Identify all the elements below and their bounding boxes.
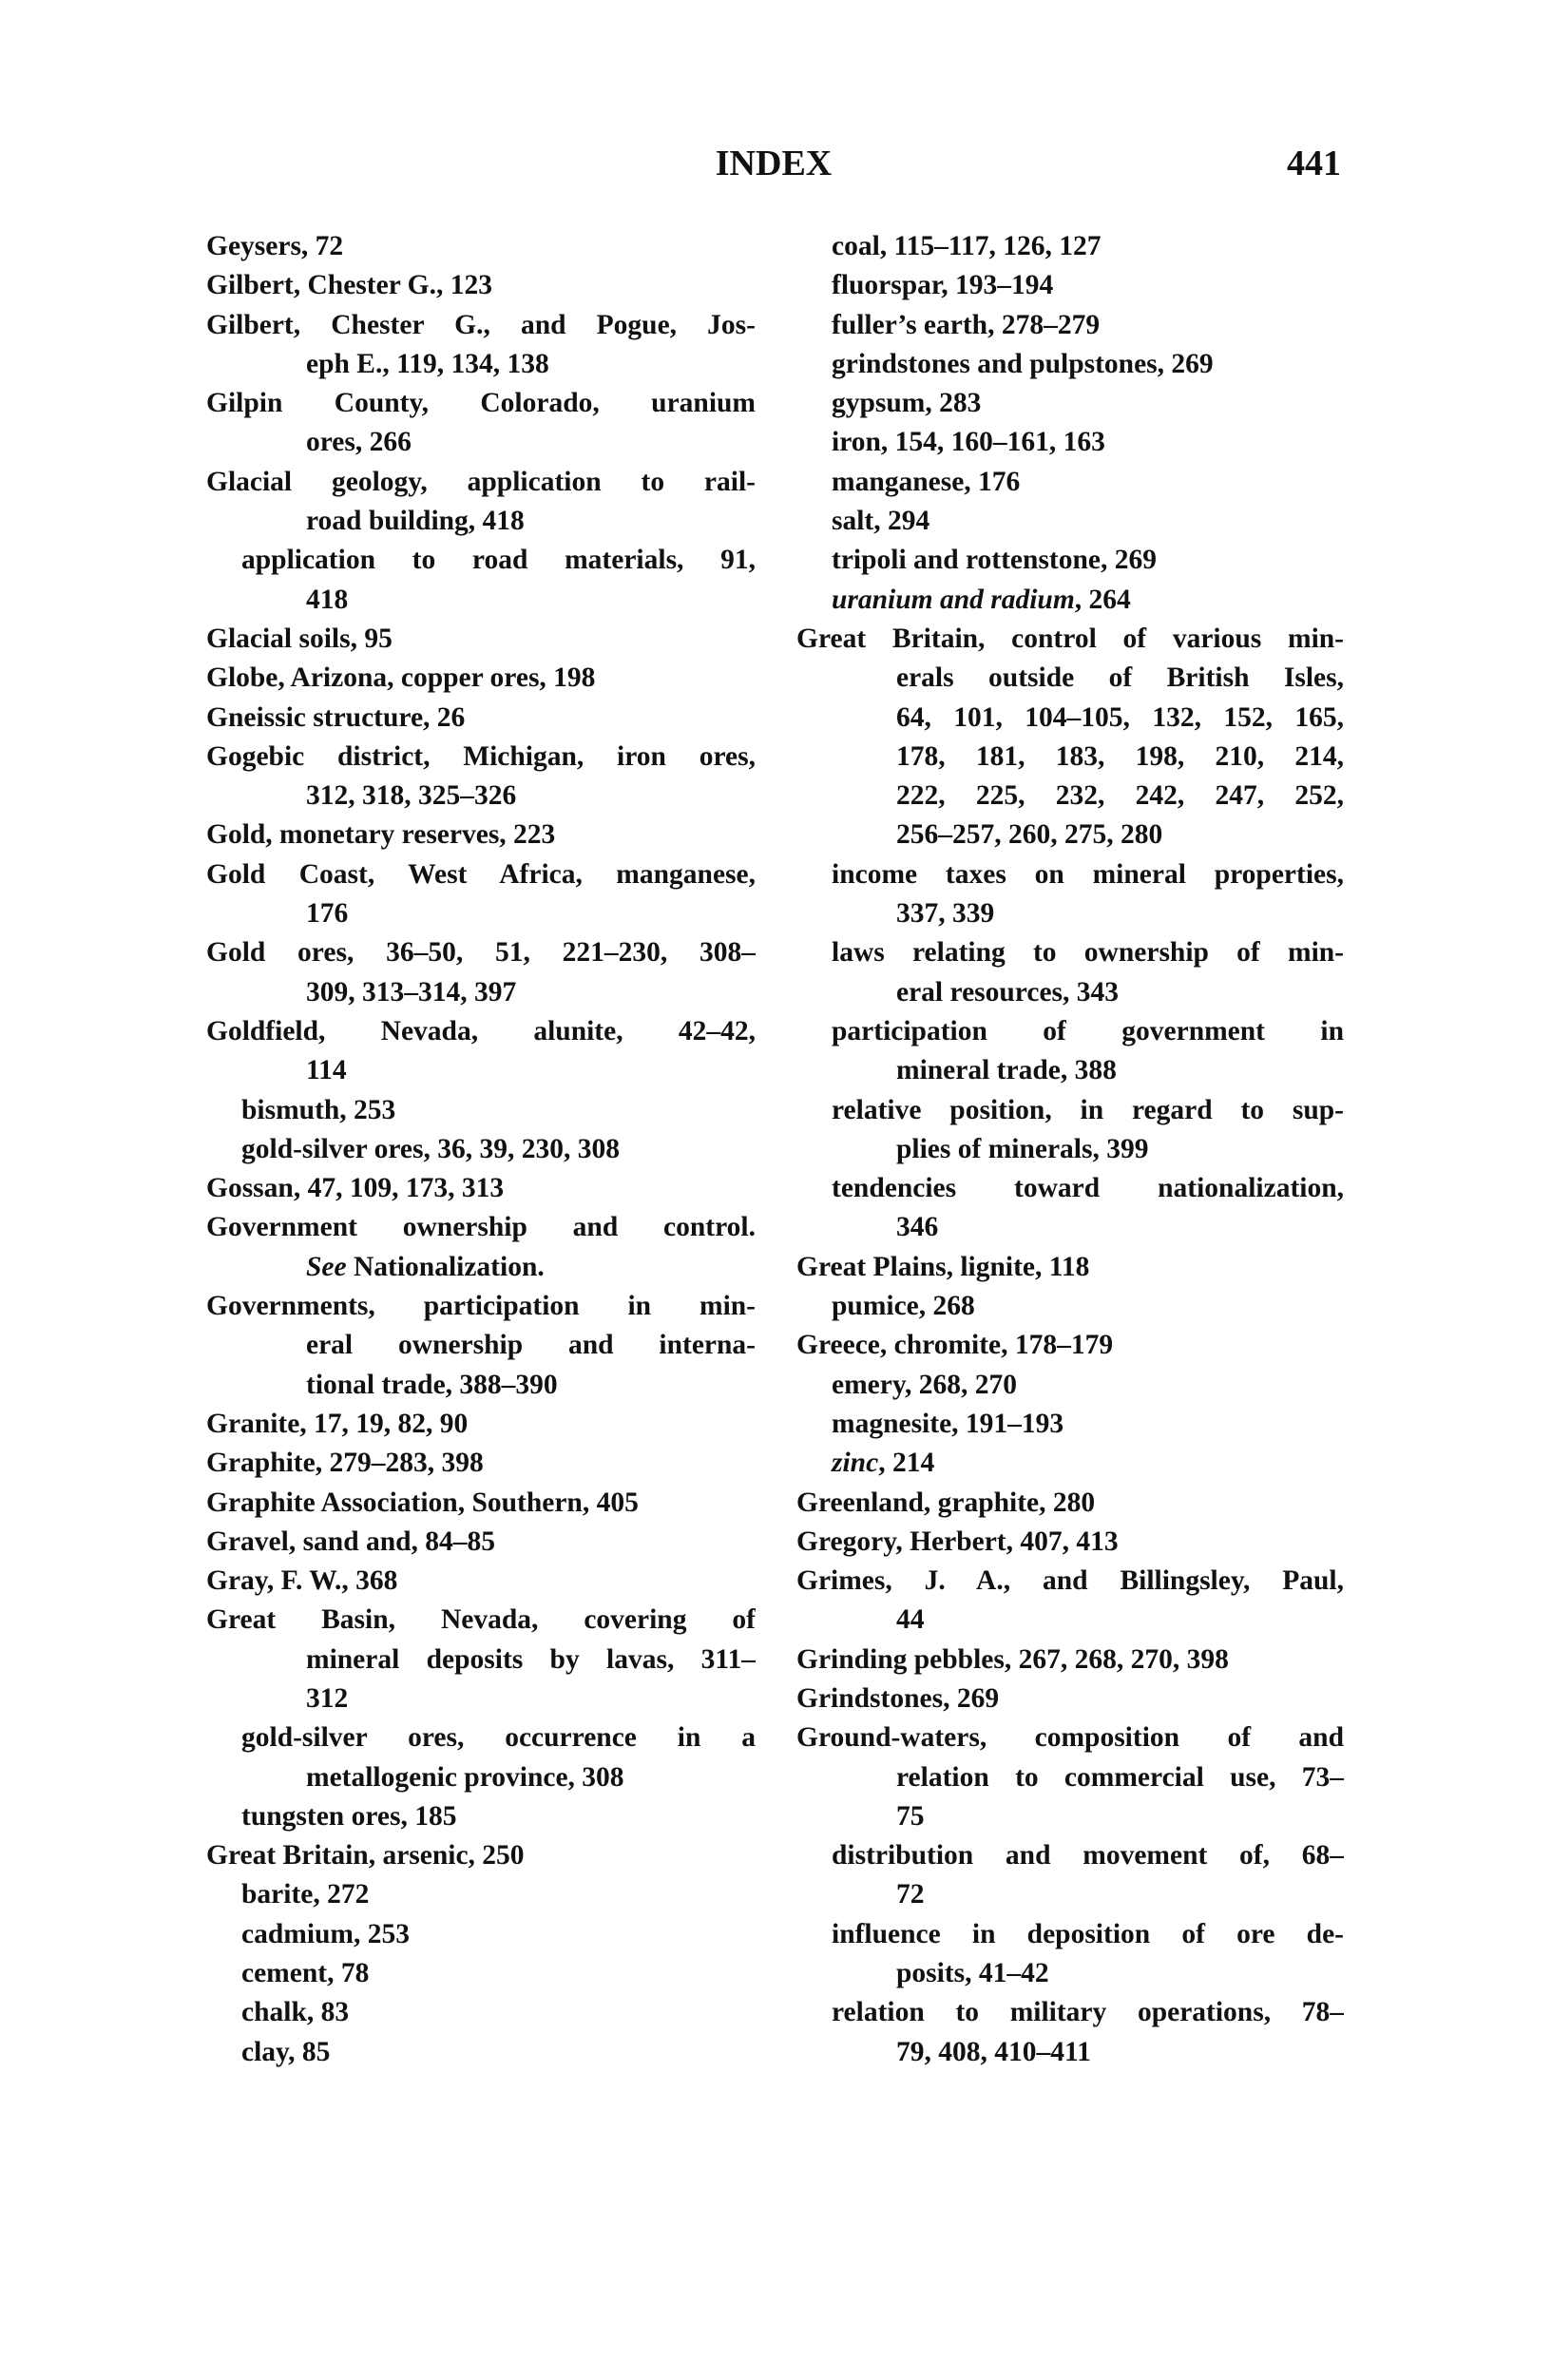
index-line bbox=[796, 973, 1344, 1012]
entry-text: Great Britain, control of various min- bbox=[796, 623, 1344, 654]
entry-text: 346 bbox=[896, 1212, 939, 1243]
entry-text: Gold ores, 36–50, 51, 221–230, 308– bbox=[206, 937, 756, 969]
index-entry bbox=[206, 1444, 756, 1483]
index-line bbox=[206, 423, 756, 462]
entry-text: income taxes on mineral properties, bbox=[832, 858, 1344, 890]
index-line bbox=[206, 345, 756, 384]
entry-text: 64, 101, 104–105, 132, 152, 165, bbox=[896, 701, 1344, 733]
index-line bbox=[796, 1836, 1344, 1875]
index-line bbox=[206, 1366, 756, 1405]
index-line bbox=[206, 1130, 756, 1169]
entry-text: Grinding pebbles, 267, 268, 270, 398 bbox=[796, 1643, 1229, 1675]
index-line bbox=[796, 1641, 1344, 1679]
entry-text: eral resources, 343 bbox=[896, 976, 1120, 1008]
page-title: INDEX bbox=[715, 144, 833, 183]
index-line bbox=[206, 1326, 756, 1365]
index-line bbox=[206, 1248, 756, 1287]
index-entry bbox=[206, 1012, 756, 1091]
index-line bbox=[206, 816, 756, 854]
entry-text: Nationalization. bbox=[346, 1251, 545, 1282]
index-line bbox=[796, 777, 1344, 816]
index-line bbox=[796, 1248, 1344, 1287]
index-line bbox=[796, 1051, 1344, 1090]
entry-text: Great Plains, lignite, 118 bbox=[796, 1251, 1090, 1282]
entry-text: coal, 115–117, 126, 127 bbox=[832, 231, 1102, 261]
index-line bbox=[206, 1954, 756, 1993]
index-line bbox=[796, 1797, 1344, 1836]
index-entry bbox=[206, 306, 756, 385]
index-entry bbox=[206, 855, 756, 934]
entry-text: Gilbert, Chester G., 123 bbox=[206, 270, 492, 301]
index-subentry bbox=[796, 1444, 1344, 1483]
entry-text: Globe, Arizona, copper ores, 198 bbox=[206, 662, 596, 694]
entry-text: Granite, 17, 19, 82, 90 bbox=[206, 1408, 469, 1439]
entry-text: Greenland, graphite, 280 bbox=[796, 1487, 1096, 1518]
index-line bbox=[796, 699, 1344, 738]
index-line bbox=[796, 384, 1344, 423]
index-subentry bbox=[796, 345, 1344, 384]
index-subentry bbox=[796, 1836, 1344, 1915]
entry-text: 44 bbox=[896, 1604, 925, 1636]
index-subentry bbox=[796, 227, 1344, 266]
index-entry bbox=[796, 1641, 1344, 1679]
index-entry bbox=[796, 1484, 1344, 1523]
index-entry bbox=[206, 1405, 756, 1444]
index-line bbox=[206, 620, 756, 659]
entry-text: ores, 266 bbox=[306, 427, 412, 458]
index-subentry bbox=[796, 384, 1344, 423]
index-line bbox=[796, 1012, 1344, 1051]
index-line bbox=[206, 266, 756, 305]
entry-text: Graphite, 279–283, 398 bbox=[206, 1448, 484, 1479]
index-line bbox=[796, 1915, 1344, 1954]
entry-text: metallogenic province, 308 bbox=[306, 1761, 624, 1793]
index-line bbox=[796, 816, 1344, 854]
entry-text: tripoli and rottenstone, 269 bbox=[832, 545, 1157, 576]
index-line bbox=[796, 1523, 1344, 1562]
index-entry bbox=[206, 463, 756, 542]
entry-text: Gold, monetary reserves, 223 bbox=[206, 819, 556, 851]
entry-text: Gossan, 47, 109, 173, 313 bbox=[206, 1173, 505, 1204]
index-subentry bbox=[206, 541, 756, 620]
index-entry bbox=[206, 1601, 756, 1718]
index-line bbox=[796, 620, 1344, 659]
index-line bbox=[206, 1091, 756, 1130]
entry-text: Graphite Association, Southern, 405 bbox=[206, 1487, 639, 1518]
entry-text: distribution and movement of, 68– bbox=[832, 1840, 1344, 1871]
index-line bbox=[796, 423, 1344, 462]
index-line bbox=[206, 581, 756, 620]
index-line bbox=[206, 1562, 756, 1601]
entry-text: Greece, chromite, 178–179 bbox=[796, 1330, 1114, 1361]
index-line bbox=[796, 1758, 1344, 1797]
entry-text: mineral trade, 388 bbox=[896, 1055, 1117, 1086]
index-line bbox=[206, 227, 756, 266]
index-subentry bbox=[206, 1091, 756, 1130]
index-entry bbox=[796, 1523, 1344, 1562]
index-entry bbox=[206, 1208, 756, 1287]
index-entry bbox=[206, 266, 756, 305]
index-subentry bbox=[796, 581, 1344, 620]
index-entry bbox=[206, 1836, 756, 1875]
entry-text: 337, 339 bbox=[896, 898, 995, 930]
index-line bbox=[796, 1091, 1344, 1130]
entry-text: fuller’s earth, 278–279 bbox=[832, 309, 1101, 340]
index-line bbox=[796, 1562, 1344, 1601]
entry-text: Gneissic structure, 26 bbox=[206, 701, 466, 733]
index-line bbox=[796, 1366, 1344, 1405]
entry-text: , 264 bbox=[1074, 584, 1131, 615]
index-subentry bbox=[206, 1875, 756, 1914]
entry-text: influence in deposition of ore de- bbox=[832, 1918, 1344, 1949]
index-line bbox=[206, 1287, 756, 1326]
entry-text: , 214 bbox=[878, 1448, 935, 1479]
index-line bbox=[796, 1208, 1344, 1247]
index-line bbox=[206, 1484, 756, 1523]
entry-text: tional trade, 388–390 bbox=[306, 1369, 558, 1400]
index-entry bbox=[796, 1718, 1344, 1836]
index-line bbox=[206, 1641, 756, 1679]
index-line bbox=[206, 1915, 756, 1954]
index-entry bbox=[206, 1562, 756, 1601]
index-subentry bbox=[206, 1718, 756, 1797]
entry-text: plies of minerals, 399 bbox=[896, 1133, 1149, 1164]
index-line bbox=[206, 1523, 756, 1562]
index-line bbox=[206, 1797, 756, 1836]
entry-text: tungsten ores, 185 bbox=[241, 1800, 457, 1832]
index-line bbox=[796, 1287, 1344, 1326]
index-line bbox=[796, 894, 1344, 933]
entry-text: gold-silver ores, occurrence in a bbox=[241, 1722, 756, 1754]
index-subentry bbox=[796, 423, 1344, 462]
entry-text: Glacial geology, application to rail- bbox=[206, 466, 756, 497]
index-subentry bbox=[796, 1287, 1344, 1326]
entry-text: fluorspar, 193–194 bbox=[832, 270, 1054, 301]
index-entry bbox=[796, 1562, 1344, 1641]
index-subentry bbox=[206, 1915, 756, 1954]
index-line bbox=[206, 738, 756, 777]
entry-text: 114 bbox=[306, 1055, 347, 1086]
index-entry bbox=[206, 1169, 756, 1208]
index-line bbox=[796, 541, 1344, 580]
entry-text: 222, 225, 232, 242, 247, 252, bbox=[896, 780, 1344, 812]
entry-text: erals outside of British Isles, bbox=[896, 662, 1344, 694]
entry-text: 72 bbox=[896, 1879, 925, 1910]
entry-text: relation to military operations, 78– bbox=[832, 1997, 1344, 2028]
entry-text: 309, 313–314, 397 bbox=[306, 976, 517, 1008]
entry-text: mineral deposits by lavas, 311– bbox=[306, 1643, 756, 1675]
index-line bbox=[206, 1051, 756, 1090]
index-subentry bbox=[796, 1091, 1344, 1170]
index-line bbox=[796, 659, 1344, 698]
entry-text: Goldfield, Nevada, alunite, 42–42, bbox=[206, 1015, 756, 1046]
entry-text: chalk, 83 bbox=[241, 1997, 350, 2028]
entry-text: gypsum, 283 bbox=[832, 388, 982, 419]
index-line bbox=[206, 1208, 756, 1247]
entry-text: Gilpin County, Colorado, uranium bbox=[206, 388, 756, 419]
index-line bbox=[206, 1601, 756, 1640]
index-line bbox=[206, 894, 756, 933]
index-entry bbox=[206, 659, 756, 698]
index-line bbox=[796, 1169, 1344, 1208]
index-line bbox=[796, 1484, 1344, 1523]
entry-text: tendencies toward nationalization, bbox=[832, 1173, 1344, 1204]
entry-text: Government ownership and control. bbox=[206, 1212, 756, 1243]
index-subentry bbox=[206, 2033, 756, 2072]
index-entry bbox=[796, 1326, 1344, 1365]
index-line bbox=[206, 1758, 756, 1797]
index-subentry bbox=[796, 463, 1344, 502]
entry-text: 75 bbox=[896, 1800, 925, 1832]
entry-text: clay, 85 bbox=[241, 2036, 331, 2067]
index-subentry bbox=[796, 1366, 1344, 1405]
page-number: 441 bbox=[1287, 144, 1341, 183]
index-line bbox=[206, 384, 756, 423]
index-subentry bbox=[796, 1993, 1344, 2072]
index-line bbox=[796, 933, 1344, 972]
entry-text: cadmium, 253 bbox=[241, 1918, 410, 1949]
index-line bbox=[206, 777, 756, 816]
entry-text: Grindstones, 269 bbox=[796, 1682, 1000, 1714]
index-line bbox=[796, 306, 1344, 345]
entry-text: grindstones and pulpstones, 269 bbox=[832, 348, 1214, 379]
entry-text: posits, 41–42 bbox=[896, 1958, 1049, 1989]
index-line bbox=[206, 1679, 756, 1718]
index-line bbox=[796, 1601, 1344, 1640]
index-subentry bbox=[796, 933, 1344, 1012]
entry-text: manganese, 176 bbox=[832, 466, 1021, 497]
entry-text: Gravel, sand and, 84–85 bbox=[206, 1526, 496, 1557]
entry-text: application to road materials, 91, bbox=[241, 545, 756, 576]
entry-text: barite, 272 bbox=[241, 1879, 370, 1910]
index-line bbox=[206, 659, 756, 698]
index-subentry bbox=[796, 541, 1344, 580]
entry-text: Ground-waters, composition of and bbox=[796, 1722, 1344, 1754]
entry-text: eral ownership and interna- bbox=[306, 1330, 756, 1361]
index-line bbox=[206, 1836, 756, 1875]
entry-text: Gray, F. W., 368 bbox=[206, 1565, 398, 1597]
index-line bbox=[206, 1405, 756, 1444]
index-subentry bbox=[796, 266, 1344, 305]
index-line bbox=[206, 699, 756, 738]
index-line bbox=[796, 1954, 1344, 1993]
index-line bbox=[206, 1169, 756, 1208]
index-subentry bbox=[796, 1169, 1344, 1248]
index-column-left bbox=[206, 227, 756, 2072]
index-line bbox=[206, 855, 756, 894]
index-entry bbox=[796, 620, 1344, 855]
entry-text: road building, 418 bbox=[306, 506, 525, 537]
entry-text: 79, 408, 410–411 bbox=[896, 2036, 1091, 2067]
entry-text: relative position, in regard to sup- bbox=[832, 1094, 1344, 1125]
index-line bbox=[796, 1679, 1344, 1718]
entry-text: Gilbert, Chester G., and Pogue, Jos- bbox=[206, 309, 756, 340]
index-subentry bbox=[206, 1130, 756, 1169]
index-line bbox=[206, 306, 756, 345]
index-line bbox=[206, 1444, 756, 1483]
entry-text: Grimes, J. A., and Billingsley, Paul, bbox=[796, 1565, 1344, 1597]
index-line bbox=[796, 266, 1344, 305]
index-entry bbox=[206, 699, 756, 738]
index-entry bbox=[206, 1287, 756, 1405]
index-line bbox=[206, 2033, 756, 2072]
entry-text: 176 bbox=[306, 898, 349, 930]
index-line bbox=[206, 1718, 756, 1757]
index-subentry bbox=[796, 1915, 1344, 1994]
entry-text: emery, 268, 270 bbox=[832, 1369, 1017, 1400]
index-line bbox=[796, 738, 1344, 777]
entry-text: Great Basin, Nevada, covering of bbox=[206, 1604, 756, 1636]
index-line bbox=[796, 463, 1344, 502]
italic-text: See bbox=[306, 1251, 347, 1282]
index-line bbox=[206, 1012, 756, 1051]
entry-text: pumice, 268 bbox=[832, 1291, 975, 1322]
entry-text: relation to commercial use, 73– bbox=[896, 1761, 1344, 1793]
entry-text: iron, 154, 160–161, 163 bbox=[832, 427, 1105, 458]
index-line bbox=[206, 973, 756, 1012]
index-line bbox=[796, 1993, 1344, 2032]
entry-text: 312 bbox=[306, 1682, 349, 1714]
index-line bbox=[206, 502, 756, 541]
entry-text: Glacial soils, 95 bbox=[206, 623, 393, 654]
entry-text: magnesite, 191–193 bbox=[832, 1408, 1064, 1439]
index-line bbox=[206, 933, 756, 972]
entry-text: participation of government in bbox=[832, 1015, 1344, 1046]
index-entry bbox=[206, 384, 756, 463]
index-line bbox=[796, 502, 1344, 541]
entry-text: Gold Coast, West Africa, manganese, bbox=[206, 858, 756, 890]
entry-text: 256–257, 260, 275, 280 bbox=[896, 819, 1163, 851]
index-line bbox=[796, 1444, 1344, 1483]
index-entry bbox=[796, 1248, 1344, 1287]
entry-text: Gogebic district, Michigan, iron ores, bbox=[206, 740, 756, 772]
index-line bbox=[206, 1993, 756, 2032]
index-subentry bbox=[206, 1797, 756, 1836]
index-subentry bbox=[796, 502, 1344, 541]
index-subentry bbox=[206, 1954, 756, 1993]
index-line bbox=[206, 463, 756, 502]
index-line bbox=[206, 541, 756, 580]
entry-text: 312, 318, 325–326 bbox=[306, 780, 517, 812]
index-entry bbox=[206, 816, 756, 854]
entry-text: gold-silver ores, 36, 39, 230, 308 bbox=[241, 1133, 620, 1164]
entry-text: eph E., 119, 134, 138 bbox=[306, 348, 549, 379]
index-entry bbox=[206, 620, 756, 659]
index-subentry bbox=[796, 855, 1344, 934]
index-entry bbox=[796, 1679, 1344, 1718]
index-line bbox=[796, 345, 1344, 384]
entry-text: salt, 294 bbox=[832, 506, 930, 537]
index-line bbox=[796, 1405, 1344, 1444]
index-column-right bbox=[796, 227, 1344, 2072]
index-entry bbox=[206, 1484, 756, 1523]
index-line bbox=[796, 2033, 1344, 2072]
index-line bbox=[796, 1875, 1344, 1914]
index-line bbox=[796, 1130, 1344, 1169]
index-line bbox=[796, 1718, 1344, 1757]
index-line bbox=[796, 581, 1344, 620]
index-entry bbox=[206, 1523, 756, 1562]
index-line bbox=[796, 227, 1344, 266]
entry-text: laws relating to ownership of min- bbox=[832, 937, 1344, 969]
index-subentry bbox=[796, 1405, 1344, 1444]
entry-text: Governments, participation in min- bbox=[206, 1291, 756, 1322]
index-subentry bbox=[796, 306, 1344, 345]
index-entry bbox=[206, 227, 756, 266]
entry-text: Gregory, Herbert, 407, 413 bbox=[796, 1526, 1119, 1557]
index-line bbox=[796, 855, 1344, 894]
entry-text: cement, 78 bbox=[241, 1958, 370, 1989]
index-line bbox=[796, 1326, 1344, 1365]
index-line bbox=[206, 1875, 756, 1914]
index-subentry bbox=[206, 1993, 756, 2032]
index-entry bbox=[206, 738, 756, 816]
italic-text: uranium and radium bbox=[832, 584, 1075, 615]
entry-text: Great Britain, arsenic, 250 bbox=[206, 1840, 525, 1871]
index-subentry bbox=[796, 1012, 1344, 1091]
entry-text: bismuth, 253 bbox=[241, 1094, 396, 1125]
index-entry bbox=[206, 933, 756, 1012]
italic-text: zinc bbox=[832, 1448, 879, 1479]
entry-text: Geysers, 72 bbox=[206, 231, 344, 261]
entry-text: 418 bbox=[306, 584, 349, 615]
entry-text: 178, 181, 183, 198, 210, 214, bbox=[896, 740, 1344, 772]
